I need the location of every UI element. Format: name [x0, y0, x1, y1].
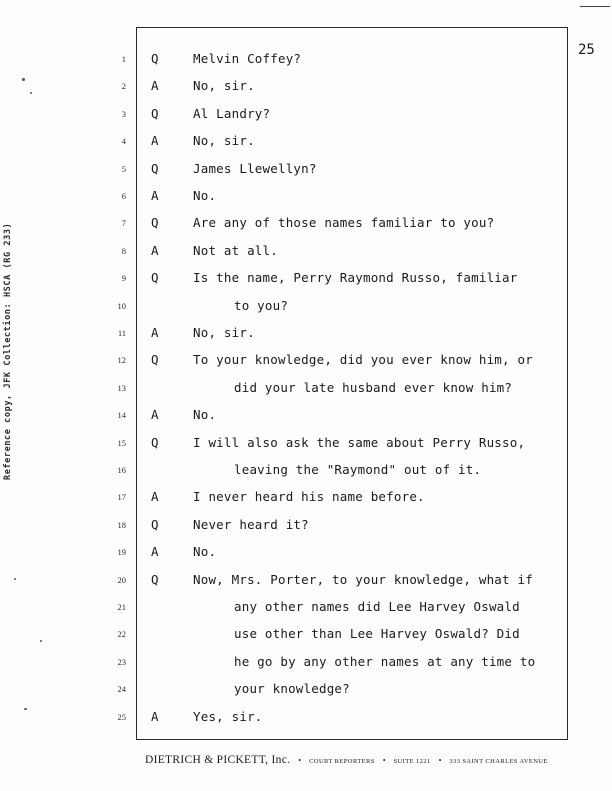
testimony-text: Yes, sir. [193, 708, 263, 724]
line-number: 20 [117, 574, 126, 585]
testimony-text: James Llewellyn? [193, 160, 317, 176]
speaker-label: A [151, 544, 159, 560]
line-number: 18 [117, 519, 126, 530]
testimony-text: No, sir. [193, 133, 255, 149]
line-number: 8 [121, 245, 126, 256]
testimony-text: Not at all. [193, 242, 278, 258]
speaker-label: A [151, 407, 159, 423]
footer-firm: DIETRICH & PICKETT, Inc. [145, 754, 291, 766]
testimony-text: No, sir. [193, 78, 255, 94]
speaker-label: Q [151, 215, 159, 231]
speaker-label: Q [151, 160, 159, 176]
scan-speck [40, 640, 42, 642]
line-number: 25 [117, 711, 126, 722]
testimony-text: Never heard it? [193, 516, 309, 532]
speaker-label: A [151, 708, 159, 724]
testimony-text: leaving the "Raymond" out of it. [234, 462, 482, 477]
testimony-text: Melvin Coffey? [193, 51, 302, 66]
testimony-text: Are any of those names familiar to you? [193, 215, 495, 231]
scan-speck [22, 78, 25, 81]
line-number: 2 [121, 81, 126, 92]
speaker-label: Q [151, 352, 159, 368]
speaker-label: Q [151, 51, 159, 66]
line-number: 9 [121, 273, 126, 284]
testimony-text: Now, Mrs. Porter, to your knowledge, what if [193, 571, 533, 587]
line-number: 22 [117, 629, 126, 640]
line-number: 24 [117, 684, 126, 695]
line-number: 11 [117, 328, 126, 338]
scan-speck [24, 708, 27, 710]
line-number: 17 [117, 492, 126, 503]
speaker-label: A [151, 188, 159, 203]
testimony-text: No. [193, 188, 217, 203]
footer-separator: • [298, 756, 302, 765]
line-number: 3 [121, 108, 126, 119]
testimony-text: No. [193, 544, 217, 560]
testimony-text: I never heard his name before. [193, 489, 425, 505]
archive-margin-note: Reference copy, JFK Collection: HSCA (RG 233) [3, 222, 13, 480]
testimony-text: use other than Lee Harvey Oswald? Did [234, 626, 520, 642]
speaker-label: Q [151, 571, 159, 587]
footer-suite: SUITE 1221 [393, 758, 431, 765]
testimony-text: any other names did Lee Harvey Oswald [234, 599, 520, 614]
testimony-text: your knowledge? [234, 681, 350, 697]
speaker-label: A [151, 242, 159, 258]
page-number: 25 [578, 42, 595, 58]
line-number: 7 [121, 218, 126, 229]
line-number: 15 [117, 437, 126, 448]
testimony-text: he go by any other names at any time to [234, 653, 536, 669]
testimony-text: No, sir. [193, 325, 255, 340]
scan-speck [14, 578, 16, 580]
speaker-label: A [151, 78, 159, 94]
footer [145, 750, 548, 768]
testimony-text: Is the name, Perry Raymond Russo, familiar [193, 270, 518, 286]
speaker-label: A [151, 325, 159, 340]
line-number: 14 [117, 410, 126, 421]
line-number: 6 [121, 191, 126, 201]
line-number: 13 [117, 382, 126, 393]
speaker-label: Q [151, 516, 159, 532]
scan-speck [30, 92, 32, 94]
footer-separator: • [382, 756, 386, 765]
testimony-text: I will also ask the same about Perry Russo, [193, 434, 526, 450]
testimony-text: To your knowledge, did you ever know him, or [193, 352, 533, 368]
line-number: 5 [121, 163, 126, 174]
testimony-text: No. [193, 407, 217, 423]
line-number: 1 [121, 54, 126, 64]
speaker-label: Q [151, 270, 159, 286]
line-number: 21 [117, 602, 126, 612]
line-number: 4 [121, 136, 126, 147]
line-number: 12 [117, 355, 126, 366]
speaker-label: Q [151, 434, 159, 450]
scan-mark [580, 6, 610, 7]
speaker-label: A [151, 133, 159, 149]
testimony-text: did your late husband ever know him? [234, 379, 513, 395]
line-number: 23 [117, 656, 126, 667]
footer-separator: • [438, 756, 442, 765]
speaker-label: Q [151, 105, 159, 121]
testimony-text: Al Landry? [193, 105, 271, 121]
line-number: 19 [117, 547, 126, 558]
speaker-label: A [151, 489, 159, 505]
line-number: 10 [117, 300, 126, 311]
footer-address: 333 SAINT CHARLES AVENUE [449, 758, 548, 765]
footer-services: COURT REPORTERS [309, 758, 375, 765]
testimony-text: to you? [234, 297, 289, 313]
line-number: 16 [117, 465, 126, 475]
